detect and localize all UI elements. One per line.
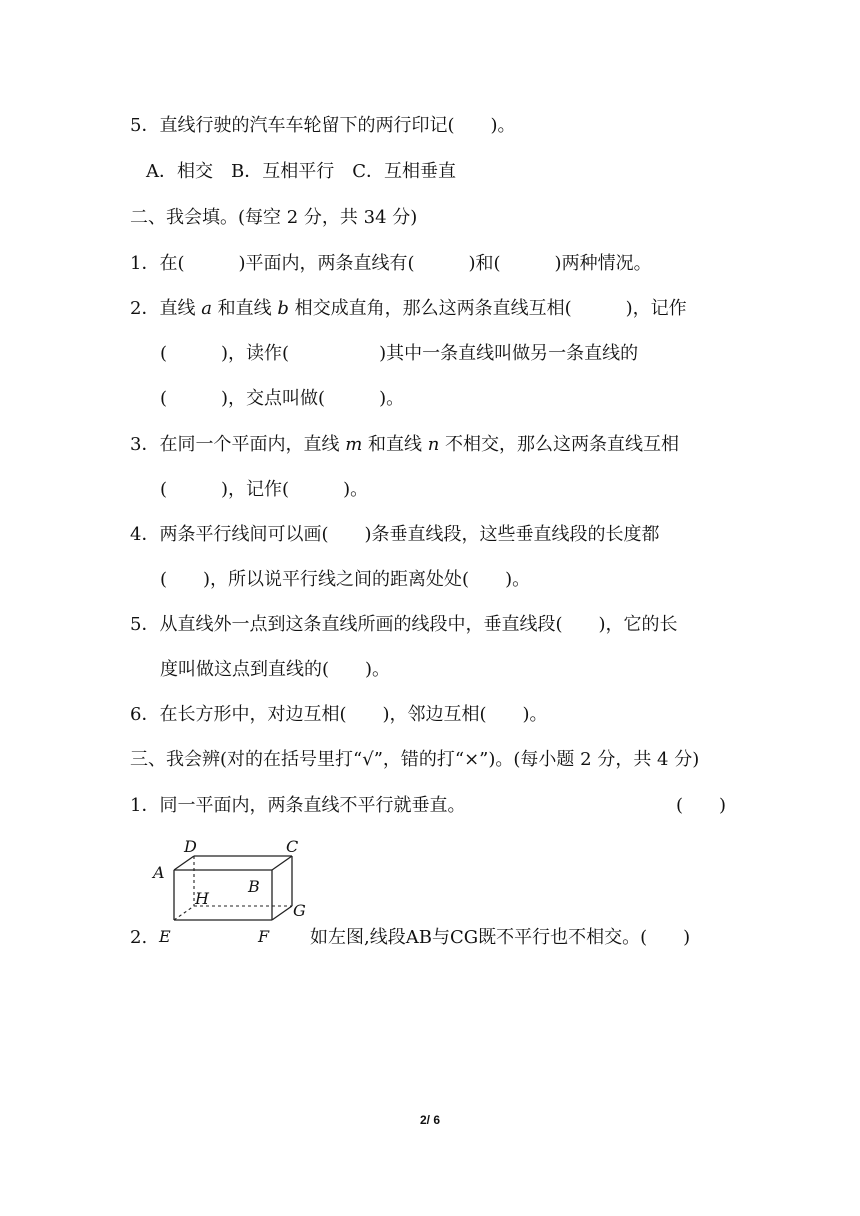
var-n: n: [427, 434, 440, 455]
label-G: G: [293, 901, 306, 920]
fill-question-5-line-1: 5．从直线外一点到这条直线所画的线段中，垂直线段( )，它的长: [130, 614, 678, 635]
label-H: H: [195, 889, 209, 908]
fill-question-1: 1．在( )平面内，两条直线有( )和( )两种情况。: [130, 253, 652, 274]
question-5-options: A．相交 B．互相平行 C．互相垂直: [146, 161, 456, 182]
fill-question-2-line-3: ( )，交点叫做( )。: [160, 388, 405, 409]
page-number: 2/ 6: [419, 1113, 440, 1127]
judge-question-1: 1．同一平面内，两条直线不平行就垂直。: [130, 795, 466, 816]
q3-part-a: 3．在同一个平面内，直线: [130, 434, 346, 455]
cuboid-figure: [150, 836, 320, 946]
q2-part-b: 和直线: [211, 298, 278, 319]
label-E: E: [159, 927, 171, 946]
label-D: D: [184, 837, 197, 856]
fill-question-4-line-2: ( )，所以说平行线之间的距离处处( )。: [160, 569, 531, 590]
judge-question-2-number: 2.: [130, 927, 148, 948]
question-5-choice: 5．直线行驶的汽车车轮留下的两行印记( )。: [130, 115, 516, 136]
fill-question-5-line-2: 度叫做这点到直线的( )。: [160, 659, 391, 680]
fill-question-4-line-1: 4．两条平行线间可以画( )条垂直线段，这些垂直线段的长度都: [130, 524, 660, 545]
section-2-title: 二、我会填。(每空 2 分，共 34 分): [130, 207, 418, 228]
fill-question-3-line-2: ( )，记作( )。: [160, 479, 369, 500]
var-a: a: [201, 298, 212, 319]
fill-question-6: 6．在长方形中，对边互相( )，邻边互相( )。: [130, 704, 548, 725]
fill-question-2-line-1: [130, 297, 687, 321]
label-C: C: [286, 837, 299, 856]
q3-part-b: 和直线: [362, 434, 428, 455]
q2-part-c: 相交成直角，那么这两条直线互相( )，记作: [288, 298, 687, 319]
fill-question-2-line-2: ( )，读作( )其中一条直线叫做另一条直线的: [160, 343, 639, 364]
label-A: A: [153, 863, 165, 882]
fill-question-3-line-1: [130, 433, 679, 457]
section-3-title: 三、我会辨(对的在括号里打“√”，错的打“×”)。(每小题 2 分，共 4 分): [130, 749, 700, 770]
label-B: B: [248, 877, 260, 896]
label-F: F: [258, 927, 270, 946]
judge-question-2: 如左图,线段AB与CG既不平行也不相交。( ): [310, 927, 691, 948]
var-b: b: [277, 298, 289, 319]
q3-part-c: 不相交，那么这两条直线互相: [439, 434, 680, 455]
judge-question-1-bracket: ( ): [676, 795, 727, 816]
var-m: m: [345, 434, 363, 455]
q2-part-a: 2．直线: [130, 298, 202, 319]
